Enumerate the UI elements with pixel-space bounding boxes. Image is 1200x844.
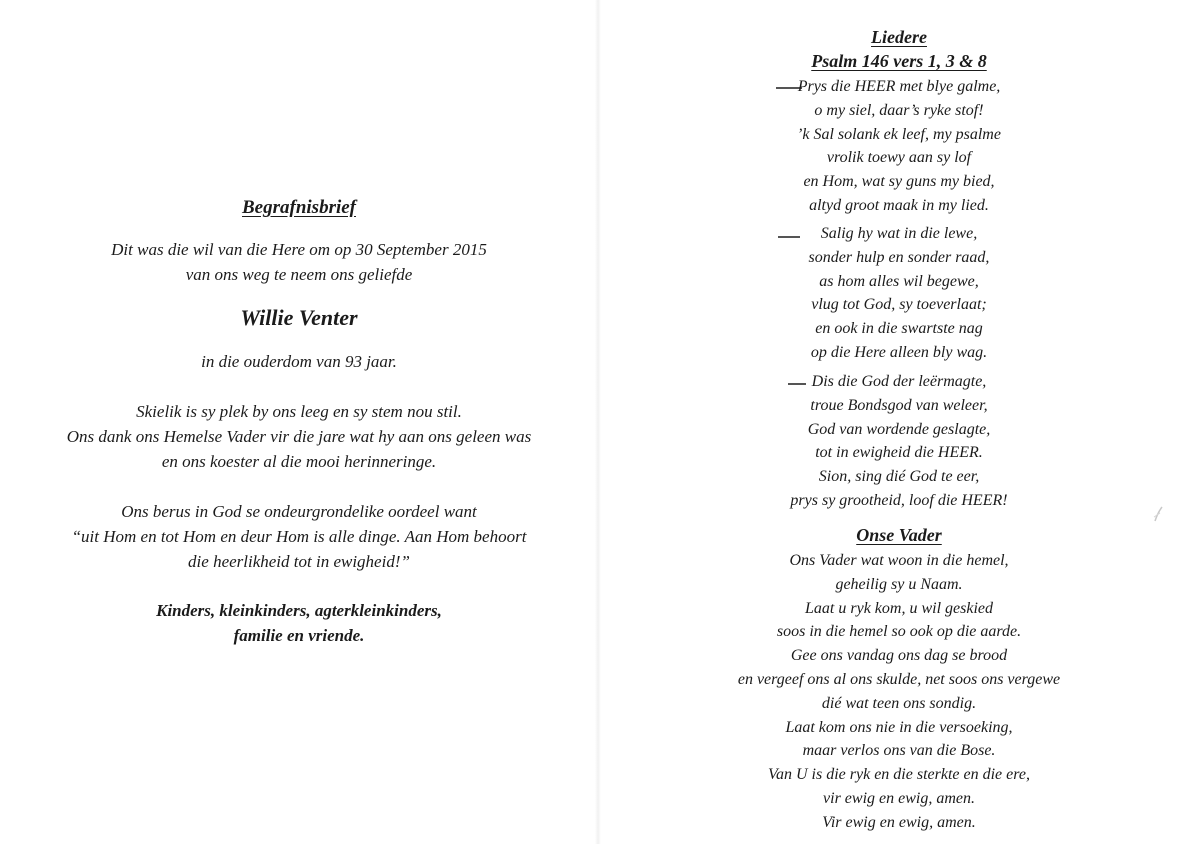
songs-title: Liedere <box>871 27 927 47</box>
verse-line: ’k Sal solank ek leef, my psalme <box>797 125 1001 143</box>
paragraph-line: Ons dank ons Hemelse Vader vir die jare wat hy aan ons geleen was <box>66 427 532 446</box>
prayer-line: vir ewig en ewig, amen. <box>823 789 975 807</box>
closing-line: familie en vriende. <box>233 626 365 645</box>
prayer-line: Laat kom ons nie in die versoeking, <box>785 718 1013 736</box>
age-line <box>0 349 598 374</box>
paragraph-line: Ons berus in God se ondeurgrondelike oordeel want <box>121 502 477 521</box>
paragraph-line: en ons koester al die mooi herinneringe. <box>161 452 437 471</box>
verse-line: Sion, sing dié God te eer, <box>818 468 980 486</box>
prayer-line: Laat u ryk kom, u wil geskied <box>805 599 993 617</box>
verse-line: God van wordende geslagte, <box>807 420 991 438</box>
psalm-verse-1 <box>598 75 1200 218</box>
paragraph-faith <box>0 499 598 574</box>
verse-line: altyd groot maak in my lied. <box>809 196 989 214</box>
paragraph-line: Skielik is sy plek by ons leeg en sy stem nou stil. <box>136 402 462 421</box>
prayer-line: en vergeef ons al ons skulde, net soos ons vergewe <box>737 670 1061 688</box>
verse-line: vrolik toewy aan sy lof <box>826 149 972 167</box>
verse-line: en Hom, wat sy guns my bied, <box>803 173 995 191</box>
verse-line: vlug tot God, sy toeverlaat; <box>811 296 987 314</box>
verse-line: Prys die HEER met blye galme, <box>797 78 1001 95</box>
prayer-line: dié wat teen ons sondig. <box>821 694 977 712</box>
psalm-verse-3 <box>598 370 1200 513</box>
verse-line: tot in ewigheid die HEER. <box>815 444 983 462</box>
deceased-name: Willie Venter <box>240 305 358 330</box>
intro-line: Dit was die wil van die Here om op 30 September 2015 <box>111 240 487 259</box>
prayer-line: geheilig sy u Naam. <box>835 575 963 593</box>
verse-line: o my siel, daar’s ryke stof! <box>814 101 984 119</box>
prayer-line: Ons Vader wat woon in die hemel, <box>789 552 1009 569</box>
age-text: in die ouderdom van 93 jaar. <box>201 352 397 371</box>
verse-line: op die Here alleen bly wag. <box>810 343 988 361</box>
verse-line: prys sy grootheid, loof die HEER! <box>790 491 1008 509</box>
verse-line: troue Bondsgod van weleer, <box>810 396 988 414</box>
lords-prayer <box>598 549 1200 835</box>
closing-signature <box>0 598 598 648</box>
prayer-title: Onse Vader <box>856 525 942 545</box>
psalm-title: Psalm 146 vers 1, 3 & 8 <box>811 51 987 71</box>
paragraph-line: “uit Hom en tot Hom en deur Hom is alle dinge. Aan Hom behoort <box>71 527 527 546</box>
verse-line: sonder hulp en sonder raad, <box>808 248 990 266</box>
intro-line: van ons weg te neem ons geliefde <box>185 265 413 284</box>
prayer-line: Vir ewig en ewig, amen. <box>822 813 976 831</box>
prayer-line: Gee ons vandag ons dag se brood <box>790 647 1008 665</box>
closing-line: Kinders, kleinkinders, agterkleinkinders, <box>156 601 442 620</box>
verse-line: Salig hy wat in die lewe, <box>820 225 978 242</box>
funeral-letter-title: Begrafnisbrief <box>242 197 356 218</box>
prayer-line: soos in die hemel so ook op die aarde. <box>776 623 1022 641</box>
prayer-line: maar verlos ons van die Bose. <box>802 742 996 760</box>
verse-line: as hom alles wil begewe, <box>819 272 979 290</box>
psalm-verse-2 <box>598 222 1200 365</box>
prayer-line: Van U is die ryk en die sterkte en die ere, <box>768 766 1030 784</box>
paragraph-remembrance <box>0 399 598 474</box>
intro-text <box>0 237 598 287</box>
right-page <box>598 0 1200 844</box>
verse-line: en ook in die swartste nag <box>815 320 983 338</box>
verse-line: Dis die God der leërmagte, <box>811 373 987 390</box>
paper-speck <box>1152 505 1164 523</box>
left-page <box>0 0 598 844</box>
paragraph-line: die heerlikheid tot in ewigheid!” <box>188 552 410 571</box>
